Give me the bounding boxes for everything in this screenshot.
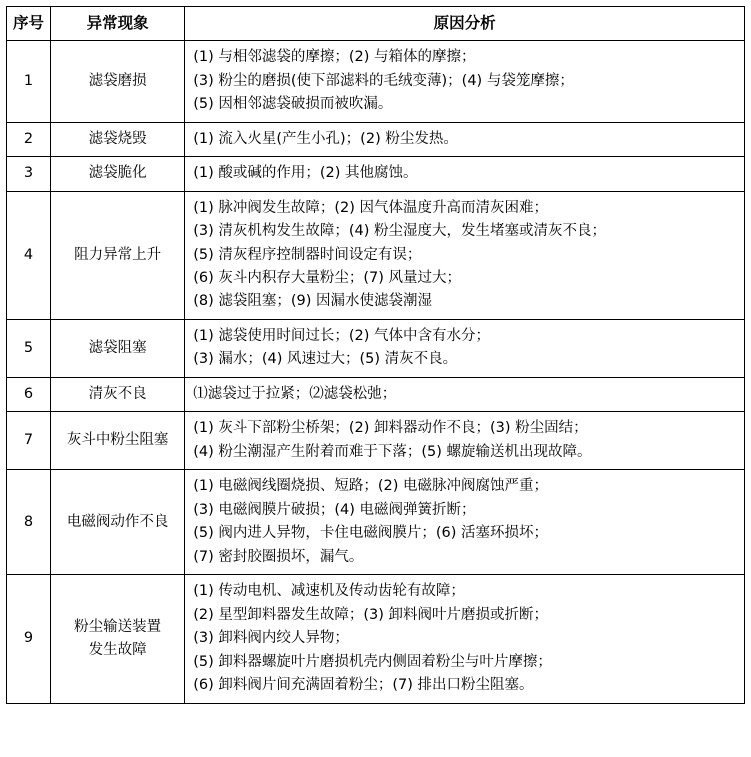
cell-phenomenon — [51, 575, 185, 703]
table-row — [7, 575, 745, 703]
table-body — [7, 41, 745, 704]
cell-no: 7 — [7, 412, 51, 470]
table-row — [7, 470, 745, 575]
cause-line: ⑴滤袋过于拉紧；⑵滤袋松弛； — [193, 385, 397, 402]
table-row — [7, 191, 745, 319]
cause-line: (1) 滤袋使用时间过长；(2) 气体中含有水分； — [193, 327, 491, 344]
table-row — [7, 319, 745, 377]
table-row — [7, 41, 745, 122]
cause-line: (7) 密封胶圈损坏，漏气。 — [193, 548, 364, 565]
table-header-row — [7, 7, 745, 41]
cause-line: (3) 电磁阀膜片破损；(4) 电磁阀弹簧折断； — [193, 501, 476, 518]
cause-line: (6) 灰斗内积存大量粉尘；(7) 风量过大； — [193, 269, 462, 286]
cell-cause — [185, 377, 745, 411]
cell-no: 2 — [7, 122, 51, 156]
phenomenon-line: 电磁阀动作不良 — [66, 513, 169, 530]
table-row — [7, 377, 745, 411]
cell-phenomenon — [51, 157, 185, 191]
cell-cause — [185, 41, 745, 122]
cause-line: (3) 粉尘的磨损(使下部滤料的毛绒变薄)；(4) 与袋笼摩擦； — [193, 72, 574, 89]
fault-analysis-table — [6, 6, 745, 704]
header-cell-phenomenon: 异常现象 — [51, 7, 185, 41]
cause-line: (5) 卸料器螺旋叶片磨损机壳内侧固着粉尘与叶片摩擦； — [193, 653, 552, 670]
cause-line: (6) 卸料阀片间充满固着粉尘；(7) 排出口粉尘阻塞。 — [193, 677, 534, 694]
phenomenon-line: 清灰不良 — [88, 385, 147, 402]
cell-no: 5 — [7, 319, 51, 377]
cell-no: 6 — [7, 377, 51, 411]
cell-phenomenon — [51, 377, 185, 411]
cell-cause — [185, 470, 745, 575]
cell-no: 9 — [7, 575, 51, 703]
phenomenon-line: 滤袋阻塞 — [88, 339, 147, 356]
table-row — [7, 122, 745, 156]
phenomenon-line: 滤袋烧毁 — [88, 130, 147, 147]
cell-phenomenon — [51, 470, 185, 575]
cell-phenomenon — [51, 41, 185, 122]
cause-line: (1) 脉冲阀发生故障；(2) 因气体温度升高而清灰困难； — [193, 199, 549, 216]
cell-cause — [185, 575, 745, 703]
phenomenon-line: 阻力异常上升 — [74, 246, 162, 263]
table-row — [7, 412, 745, 470]
cell-phenomenon — [51, 191, 185, 319]
cell-no: 8 — [7, 470, 51, 575]
cell-no: 1 — [7, 41, 51, 122]
table-row — [7, 157, 745, 191]
cause-line: (1) 电磁阀线圈烧损、短路；(2) 电磁脉冲阀腐蚀严重； — [193, 478, 549, 495]
cell-cause — [185, 191, 745, 319]
cell-phenomenon — [51, 412, 185, 470]
cause-line: (3) 漏水；(4) 风速过大；(5) 清灰不良。 — [193, 351, 458, 368]
phenomenon-line: 滤袋脆化 — [88, 165, 147, 182]
cause-line: (4) 粉尘潮湿产生附着而难于下落；(5) 螺旋输送机出现故障。 — [193, 443, 592, 460]
cell-cause — [185, 319, 745, 377]
cause-line: (3) 卸料阀内绞人异物； — [193, 630, 349, 647]
header-cell-cause: 原因分析 — [185, 7, 745, 41]
cause-line: (1) 与相邻滤袋的摩擦；(2) 与箱体的摩擦； — [193, 49, 476, 66]
cause-line: (3) 清灰机构发生故障；(4) 粉尘湿度大，发生堵塞或清灰不良； — [193, 223, 607, 240]
cell-cause — [185, 412, 745, 470]
cause-line: (1) 传动电机、减速机及传动齿轮有故障； — [193, 583, 465, 600]
cause-line: (5) 清灰程序控制器时间设定有误； — [193, 246, 422, 263]
cause-line: (1) 酸或碱的作用；(2) 其他腐蚀。 — [193, 165, 418, 182]
header-cell-no: 序号 — [7, 7, 51, 41]
cell-phenomenon — [51, 319, 185, 377]
cell-cause — [185, 157, 745, 191]
cause-line: (2) 星型卸料器发生故障；(3) 卸料阀叶片磨损或折断； — [193, 606, 549, 623]
cause-line: (5) 阀内进人异物，卡住电磁阀膜片；(6) 活塞环损坏； — [193, 525, 549, 542]
cell-phenomenon — [51, 122, 185, 156]
cell-no: 4 — [7, 191, 51, 319]
cause-line: (1) 流入火星(产生小孔)；(2) 粉尘发热。 — [193, 130, 458, 147]
cause-line: (8) 滤袋阻塞；(9) 因漏水使滤袋潮湿 — [193, 293, 433, 310]
phenomenon-line: 滤袋磨损 — [88, 72, 147, 89]
phenomenon-line: 发生故障 — [88, 642, 147, 659]
cell-cause — [185, 122, 745, 156]
cell-no: 3 — [7, 157, 51, 191]
cause-line: (1) 灰斗下部粉尘桥架；(2) 卸料器动作不良；(3) 粉尘固结； — [193, 420, 588, 437]
phenomenon-line: 粉尘输送装置 — [74, 618, 162, 635]
cause-line: (5) 因相邻滤袋破损而被吹漏。 — [193, 96, 393, 113]
phenomenon-line: 灰斗中粉尘阻塞 — [66, 432, 169, 449]
